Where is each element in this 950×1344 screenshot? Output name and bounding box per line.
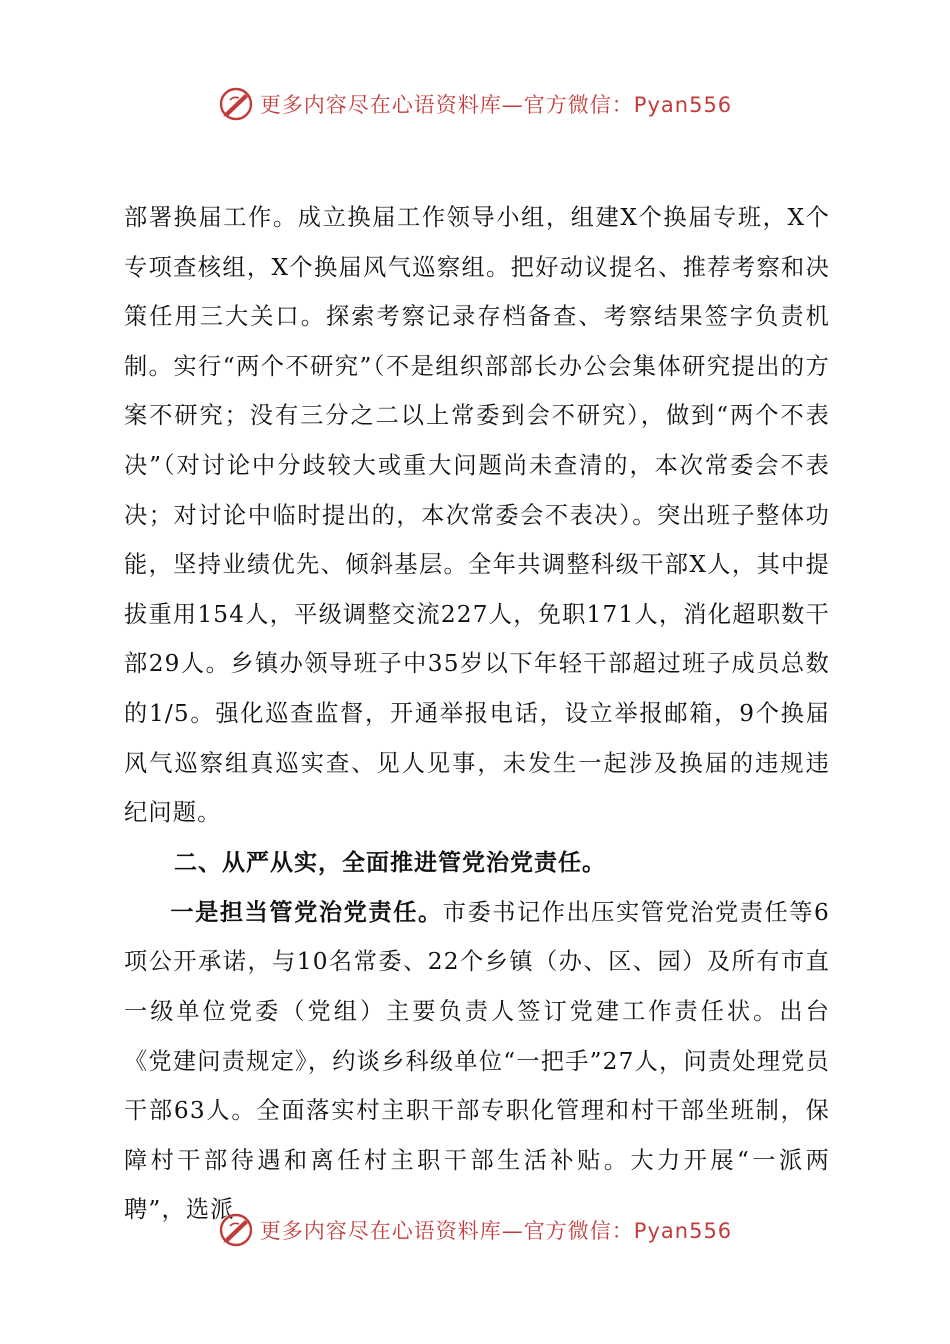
watermark-text: 更多内容尽在心语资料库—官方微信：Pyan556 xyxy=(259,1219,733,1243)
watermark-text: 更多内容尽在心语资料库—官方微信：Pyan556 xyxy=(259,93,733,117)
document-body xyxy=(124,193,830,1235)
body-paragraph-2 xyxy=(124,888,830,1235)
pen-logo-icon xyxy=(218,1212,254,1248)
pen-logo-icon xyxy=(218,86,254,122)
watermark-banner-top xyxy=(0,82,950,126)
body-paragraph-1: 部署换届工作。成立换届工作领导小组，组建X个换届专班，X个专项查核组，X个换届风气巡察组。把好动议提名、推荐考察和决策任用三大关口。探索考察记录存档备查、考察结果签字负责机制。实行“两个不研究”（不是组织部部长办公会集体研究提出的方案不研究；没有三分之二以上常委到会不研究），做到“两个不表决”（对讨论中分歧较大或重大问题尚未查清的，本次常委会不表决；对讨论中临时提出的，本次常委会不表决）。突出班子整体功能，坚持业绩优先、倾斜基层。全年共调整科级干部X人，其中提拔重用154人，平级调整交流227人，免职171人，消化超职数干部29人。乡镇办领导班子中35岁以下年轻干部超过班子成员总数的1/5。强化巡查监督，开通举报电话，设立举报邮箱，9个换届风气巡察组真巡实查、见人见事，未发生一起涉及换届的违规违纪问题。 xyxy=(124,204,830,827)
paragraph-2-text: 市委书记作出压实管党治党责任等6项公开承诺，与10名常委、22个乡镇（办、区、园）及所有市直一级单位党委（党组）主要负责人签订党建工作责任状。出台《党建问责规定》，约谈乡科级单位“一把手”27人，问责处理党员干部63人。全面落实村主职干部专职化管理和村干部坐班制，保障村干部待遇和离任村主职干部生活补贴。大力开展“一派两聘”，选派 xyxy=(124,898,831,1224)
watermark-banner-bottom xyxy=(0,1208,950,1252)
paragraph-lead-bold: 一是担当管党治党责任。 xyxy=(170,898,443,926)
section-heading-2: 二、从严从实，全面推进管党治党责任。 xyxy=(174,849,606,876)
